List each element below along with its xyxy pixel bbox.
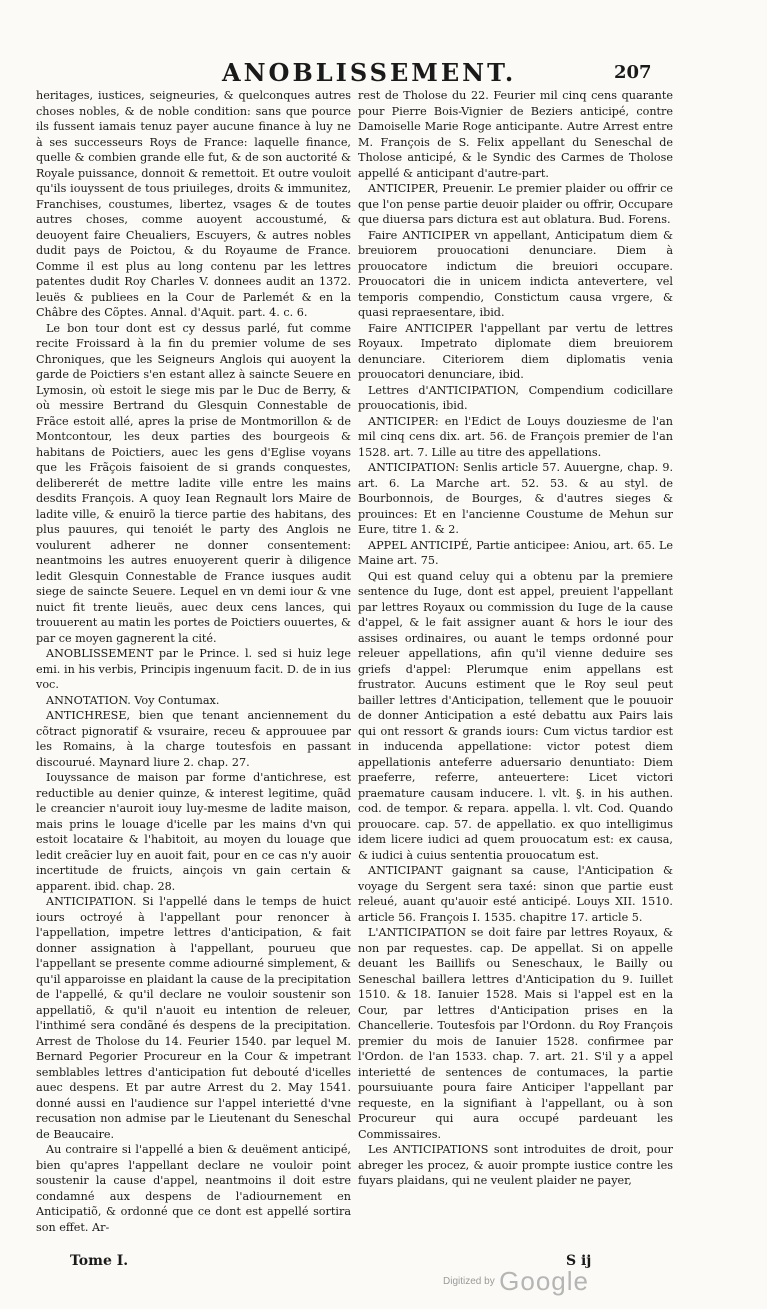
paragraph: APPEL ANTICIPÉ, Partie anticipee: Aniou, art. 65. Le Maine art. 75. — [358, 538, 673, 567]
paragraph: Iouyssance de maison par forme d'antichrese, est reductible au denier quinze, & interest legitime, quãd le creancier n'auroit iouy luy-mesme de ladite maison, mais prins le louage d'icelle par les mains d'vn qui estoit locataire & l'habitoit, au moyen du louage que ledit creãcier luy en auoit fait, pour en ce cas n'y auoir incertitude de fruicts, ainçois vn gain certain & apparent. ibid. chap. 28. — [36, 771, 351, 893]
digitized-watermark — [443, 1266, 589, 1297]
page-title: ANOBLISSEMENT. — [222, 58, 517, 87]
paragraph: Qui est quand celuy qui a obtenu par la premiere sentence du Iuge, dont est appel, preuient l'appellant par lettres Royaux ou commission du Iuge de la cause d'appel, & le fait assigner auant & hors le iour des assises ordinaires, ou auant le temps ordonné pour releuer appellations, afin qu'il vienne deduire ses griefs d'appel: Plerumque enim appellans est frustrator. Aucuns estiment que le Roy seul peut bailler lettres d'Anticipation, tellement que le pouuoir de donner Anticipation a esté debattu aux Pairs lais qui ont ressort & grands iours: Cum victus tardior est in inducenda appellatione: victor potest diem appellationis anteferre aduersario denuntiato: Diem praeferre, referre, anteuertere: Licet victori praemature causam inducere. l. vlt. §. in his authen. cod. de tempor. & repara. appella. l. vlt. Cod. Quando prouocare. cap. 57. de appellatio. ex quo intelligimus idem licere iudici ad quem prouocatum est: ex causa, & iudici à cuius sententia prouocatum est. — [358, 569, 673, 862]
left-column — [36, 88, 351, 1238]
page-footer — [0, 1253, 767, 1277]
watermark-prefix: Digitized by — [443, 1276, 495, 1287]
paragraph: ANTICHRESE, bien que tenant anciennement du cõtract pignoratif & vsuraire, receu & approuuee par les Romains, à la charge toutesfois en passant discourué. Maynard liure 2. chap. 27. — [36, 709, 351, 769]
paragraph: heritages, iustices, seigneuries, & quelconques autres choses nobles, & de noble condition: sans que pource ils fussent iamais tenuz payer aucune finance à luy ne à ses successeurs Roys de France: laquelle finance, quelle & combien grande elle fut, & de son auctorité & Royale puissance, donnoit & remettoit. Et outre vouloit qu'ils iouyssent de tous priuileges, droits & immunitez, Franchises, coustumes, libertez, vsages & de toutes autres choses, comme auoyent accoustumé, & deuoyent faire Cheualiers, Escuyers, & autres nobles dudit pays de Poictou, & du Royaume de France. Comme il est plus au long contenu par les lettres patentes dudit Roy Charles V. donnees audit an 1372. leuës & publiees en la Cour de Parlemét & en la Châbre des Cõptes. Annal. d'Aquit. part. 4. c. 6. — [36, 89, 351, 319]
paragraph: Faire ANTICIPER l'appellant par vertu de lettres Royaux. Impetrato diplomate diem breuiorem denunciare. Citeriorem diem diplomatis venia prouocatori denunciare, ibid. — [358, 321, 673, 381]
paragraph: Faire ANTICIPER vn appellant, Anticipatum diem & breuiorem prouocationi denunciare. Diem à prouocatore indictum die breuiori occupare. Prouocatori die in unicem indicta antevertere, vel temporis compendio, Constictum causa vrgere, & quasi repraesentare, ibid. — [358, 228, 673, 319]
paragraph: ANTICIPER: en l'Edict de Louys douziesme de l'an mil cinq cens dix. art. 56. de François premier de l'an 1528. art. 7. Lille au titre des appellations. — [358, 414, 673, 459]
paragraph: ANTICIPATION. Si l'appellé dans le temps de huict iours octroyé à l'appellant pour renoncer à l'appellation, impetre lettres d'anticipation, & fait donner assignation à l'appellant, pourueu que l'appellant se presente comme adiourné simplement, & qu'il apparoisse en plaidant la cause de la precipitation de l'appellé, & qu'il declare ne vouloir soustenir son appellatiõ, & qu'il n'auoit eu intention de releuer, l'inthimé sera condãné és despens de la precipitation. Arrest de Tholose du 14. Feurier 1540. par lequel M. Bernard Pegorier Procureur en la Cour & impetrant semblables lettres d'anticipation fut debouté d'icelles auec despens. Et par autre Arrest du 2. May 1541. donné aussi en l'audience sur l'appel interietté d'vne recusation non admise par le Lieutenant du Seneschal de Beaucaire. — [36, 895, 351, 1141]
paragraph: ANNOTATION. Voy Contumax. — [46, 693, 220, 707]
volume-label: Tome I. — [70, 1253, 129, 1269]
paragraph: Lettres d'ANTICIPATION, Compendium codicillare prouocationis, ibid. — [358, 383, 673, 412]
paragraph: ANTICIPER, Preuenir. Le premier plaider ou offrir ce que l'on pense partie deuoir plaider ou offrir, Occupare que diuersa pars dictura est aut oblatura. Bud. Forens. — [358, 182, 673, 226]
paragraph: ANOBLISSEMENT par le Prince. l. sed si huiz lege emi. in his verbis, Principis ingenuum facit. D. de in ius voc. — [36, 647, 351, 691]
paragraph: rest de Tholose du 22. Feurier mil cinq cens quarante pour Pierre Bois-Vignier de Beziers anticipé, contre Damoiselle Marie Roge anticipante. Autre Arrest entre M. François de S. Felix appellant du Seneschal de Tholose anticipé, & le Syndic des Carmes de Tholose appellé & anticipant d'autre-part. — [358, 89, 673, 180]
paragraph: ANTICIPATION: Senlis article 57. Auuergne, chap. 9. art. 6. La Marche art. 52. 53. & au styl. de Bourbonnois, de Bourges, & d'autres sieges & prouinces: Et en l'ancienne Coustume de Mehun sur Eure, titre 1. & 2. — [358, 461, 673, 536]
signature-mark: S ij — [566, 1253, 592, 1269]
paragraph: L'ANTICIPATION se doit faire par lettres Royaux, & non par requestes. cap. De appellat. Si on appelle deuant les Baillifs ou Seneschaux, le Bailly ou Seneschal baillera lettres d'Anticipation du 9. Iuillet 1510. & 18. Ianuier 1528. Mais si l'appel est en la Cour, par lettres d'Anticipation prises en la Chancellerie. Toutesfois par l'Ordonn. du Roy François premier du mois de Ianuier 1528. confirmee par l'Ordon. de l'an 1533. chap. 7. art. 21. S'il y a appel interietté de sentences de contumaces, la partie poursuiuante poura faire Anticiper l'appellant par requeste, en la signifiant à l'appellant, ou à son Procureur qui aura occupé pardeuant les Commissaires. — [358, 926, 673, 1141]
page-number: 207 — [614, 62, 652, 83]
paragraph: Les ANTICIPATIONS sont introduites de droit, pour abreger les procez, & auoir prompte iustice contre les fuyars plaidans, qui ne veulent plaider ne payer, — [358, 1143, 673, 1187]
paragraph: ANTICIPANT gaignant sa cause, l'Anticipation & voyage du Sergent sera taxé: sinon que partie eust releué, auant qu'auoir esté anticipé. Louys XII. 1510. article 56. François I. 1535. chapitre 17. article 5. — [358, 864, 673, 924]
paragraph: Le bon tour dont est cy dessus parlé, fut comme recite Froissard à la fin du premier volume de ses Chroniques, que les Seigneurs Anglois qui auoyent la garde de Poictiers s'en estant allez à saincte Seuere en Lymosin, où estoit le siege mis par le Duc de Berry, & où messire Bertrand du Glesquin Connestable de Frãce estoit allé, apres la prise de Montmorillon & de Montcontour, les deux parties des bourgeois & habitans de Poictiers, auec les gens d'Eglise voyans que les Frãçois faisoient de si grands conquestes, delibererét de mettre ladite ville entre les mains desdits François. A quoy Iean Regnault lors Maire de ladite ville, & enuirõ la tierce partie des habitans, des plus pauures, qui tenoiét le party des Anglois ne voulurent adherer ne donner consentement: neantmoins les autres enuoyerent querir à diligence ledit Glesquin Connestable de France iusques audit siege de saincte Seuere. Lequel en vn demi iour & vne nuict fit trente lieuës, auec deux cens lances, qui trouuerent au matin les portes de Poictiers ouuertes, & par ce moyen gagnerent la cité. — [36, 321, 351, 645]
right-column — [358, 88, 673, 1293]
google-logo: Google — [499, 1266, 589, 1296]
running-header — [0, 58, 767, 88]
paragraph: Au contraire si l'appellé a bien & deuëment anticipé, bien qu'apres l'appellant declare ne vouloir point soustenir la cause d'appel, neantmoins il doit estre condamné aux despens de l'adiournement en Anticipatiõ, & ordonné que ce dont est appellé sortira son effet. Ar- — [36, 1143, 351, 1234]
